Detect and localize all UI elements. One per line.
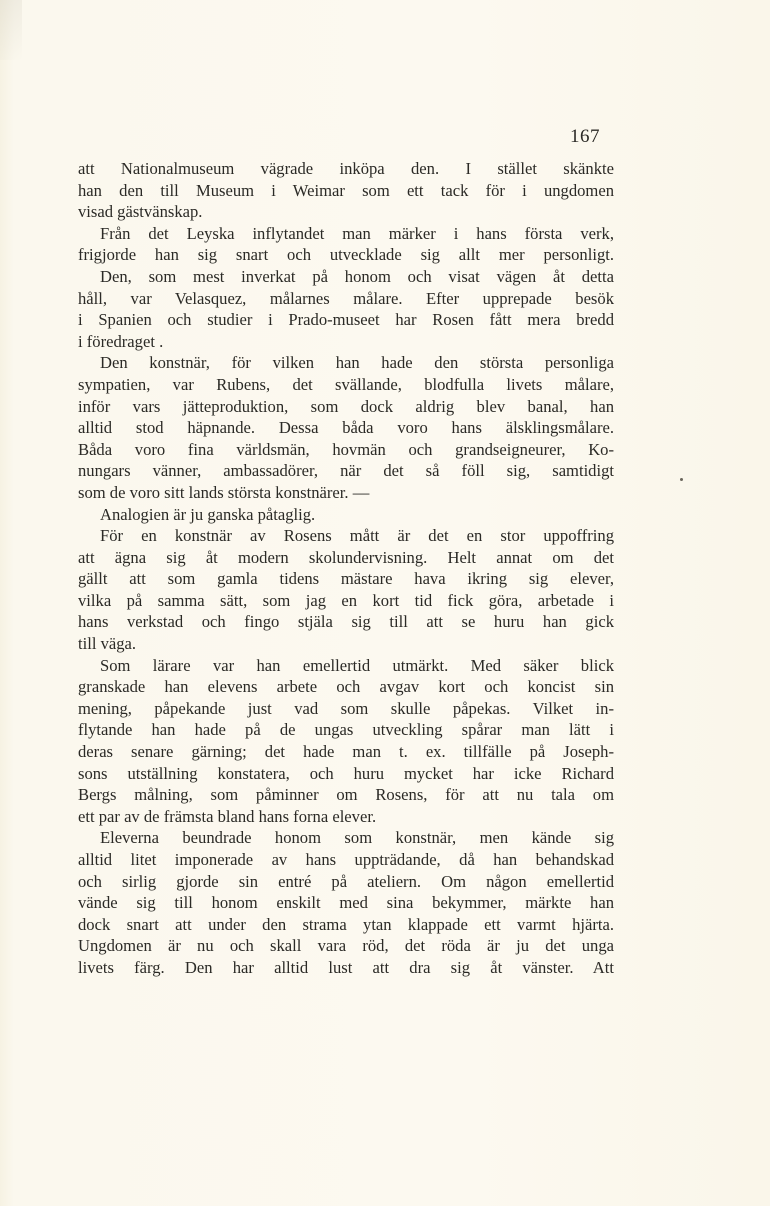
page-corner-shadow (0, 0, 22, 60)
text-line: han den till Museum i Weimar som ett tack för i ungdomen (78, 180, 614, 200)
text-line: nungars vänner, ambassadörer, när det så föll sig, samtidigt (78, 461, 614, 481)
text-line: Båda voro fina världsmän, hovmän och grandseigneurer, Ko- (78, 439, 614, 459)
text-line: frigjorde han sig snart och utvecklade sig allt mer personligt. (78, 245, 614, 265)
text-line: Från det Leyska inflytandet man märker i hans första verk, (100, 223, 614, 243)
text-line: dock snart att under den strama ytan klappade ett varmt hjärta. (78, 914, 614, 934)
text-line: Eleverna beundrade honom som konstnär, men kände sig (100, 828, 614, 848)
text-line: vände sig till honom enskilt med sina bekymmer, märkte han (78, 893, 614, 913)
text-line: Analogien är ju ganska påtaglig. (100, 504, 316, 524)
text-line: håll, var Velasquez, målarnes målare. Efter upprepade besök (78, 288, 614, 308)
text-line: som de voro sitt lands största konstnärer. — (78, 482, 370, 502)
text-line: granskade han elevens arbete och avgav kort och koncist sin (78, 677, 614, 697)
body-text (78, 158, 614, 979)
text-line: vilka på samma sätt, som jag en kort tid fick göra, arbetade i (78, 590, 614, 610)
text-line: i Spanien och studier i Prado-museet har Rosen fått mera bredd (78, 310, 614, 330)
margin-speck (680, 478, 683, 481)
text-line: i föredraget . (78, 331, 164, 351)
text-line: deras senare gärning; det hade man t. ex. tillfälle på Joseph- (78, 742, 614, 762)
text-line: hans verkstad och fingo stjäla sig till att se huru han gick (78, 612, 614, 632)
text-line: till väga. (78, 634, 137, 654)
text-line: Bergs målning, som påminner om Rosens, för att nu tala om (78, 785, 614, 805)
text-line: sympatien, var Rubens, det svällande, blodfulla livets målare, (78, 374, 614, 394)
text-line: visad gästvänskap. (78, 202, 203, 222)
text-line: att Nationalmuseum vägrade inköpa den. I stället skänkte (78, 159, 614, 178)
text-line: ett par av de främsta bland hans forna elever. (78, 806, 377, 826)
text-line: flytande han hade på de ungas utveckling spårar man lätt i (78, 720, 614, 740)
text-line: Den konstnär, för vilken han hade den största personliga (100, 353, 614, 373)
text-line: Ungdomen är nu och skall vara röd, det röda är ju det unga (78, 936, 614, 956)
text-line: livets färg. Den har alltid lust att dra sig åt vänster. Att (78, 957, 614, 977)
text-line: alltid litet imponerade av hans uppträdande, då han behandskad (78, 850, 614, 869)
text-line: För en konstnär av Rosens mått är det en stor uppoffring (100, 526, 614, 546)
text-line: att ägna sig åt modern skolundervisning. Helt annat om det (78, 547, 614, 567)
text-line: mening, påpekande just vad som skulle påpekas. Vilket in- (78, 698, 614, 718)
text-line: och sirlig gjorde sin entré på ateliern. Om någon emellertid (78, 871, 614, 891)
text-line: sons utställning konstatera, och huru mycket har icke Richard (78, 763, 614, 783)
text-line: gällt att som gamla tidens mästare hava ikring sig elever, (78, 569, 614, 589)
text-line: Som lärare var han emellertid utmärkt. Med säker blick (100, 655, 614, 675)
text-line: inför vars jätteproduktion, som dock aldrig blev banal, han (78, 396, 614, 416)
text-line: Den, som mest inverkat på honom och visat vägen åt detta (100, 266, 614, 286)
text-line: alltid stod häpnande. Dessa båda voro hans älsklingsmålare. (78, 418, 614, 438)
page-number: 167 (570, 126, 600, 147)
